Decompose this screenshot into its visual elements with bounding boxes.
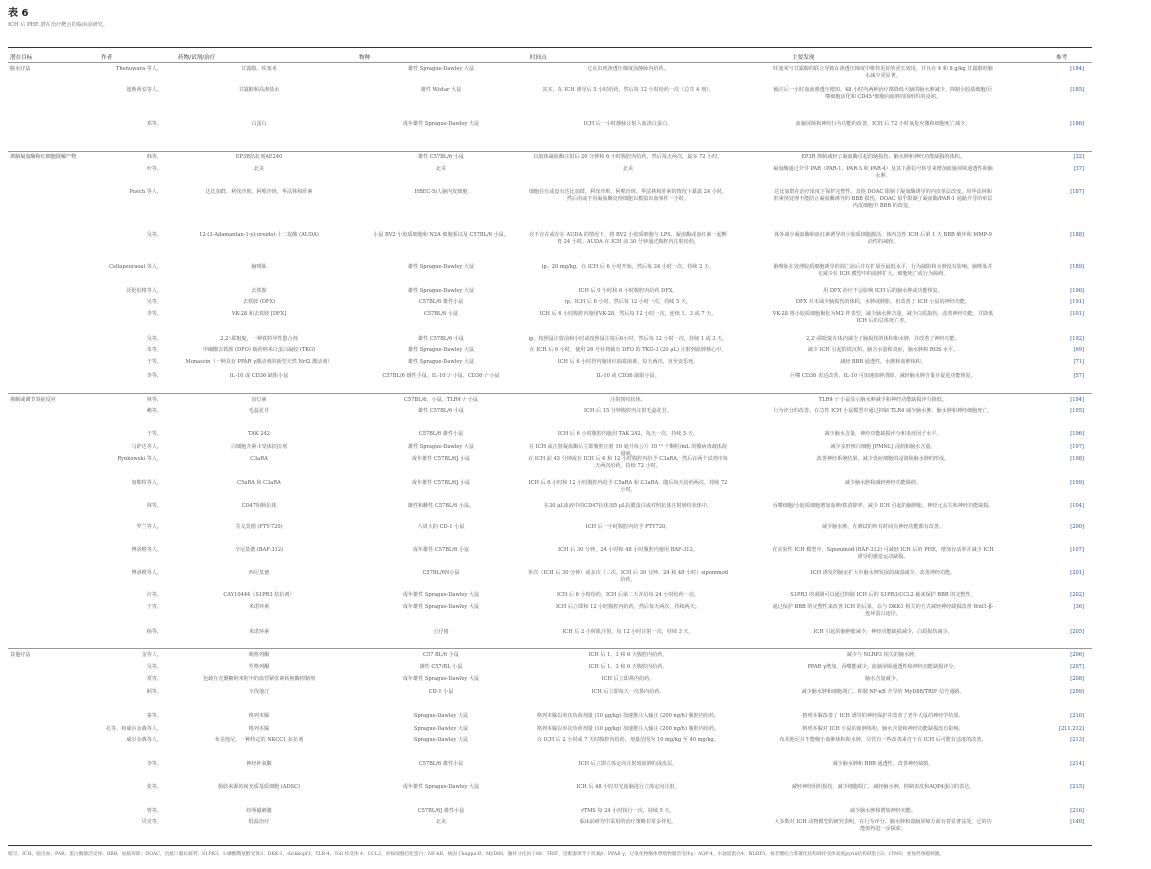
species-cell: CD-1 小鼠 bbox=[428, 689, 454, 695]
drug-cell: 低温治疗 bbox=[248, 819, 270, 825]
reference-link[interactable]: [192] bbox=[1070, 336, 1084, 342]
timepoint-cell: ip。20 mg/kg，在 ICH 后 6 小时开始，然后每 24 小时一次，持续 2 天。 bbox=[541, 264, 715, 270]
timepoint-cell: ICH 后 6 小时和 12 小时腹腔内给予 C5aRA 和 C3aRA，随后每天给药两次，持续 72 小时。 bbox=[528, 480, 728, 493]
drug-cell: TAK 242 bbox=[248, 431, 270, 437]
top-rule bbox=[8, 47, 1092, 48]
timepoint-cell: ICH 后 30 分钟、24 小时和 48 小时腹腔内施用 BAF-312。 bbox=[558, 547, 698, 553]
findings-cell: 凝血酶通过介导 PAR（PAR-1、PAR-3 和 PAR-4）及其下游信号转导来增加血脑屏障通透性和脑水肿。 bbox=[773, 166, 993, 179]
timepoint-cell: 在 ICH 前 45 分钟或在 ICH 后 6 和 12 小时腹腔内给予 C3aRA，然后在两个试剂中每天两次给药，持续 72 小时。 bbox=[528, 456, 728, 469]
species-cell: 成年雄性 Sprague-Dawley 大鼠 bbox=[402, 676, 480, 682]
species-cell: 雄性 Wistar 大鼠 bbox=[420, 87, 462, 93]
drug-cell: CAY10444（S1PR3 拮抗剂） bbox=[223, 592, 295, 598]
timepoint-cell: ICH 后 6 小时腹腔内施用 TAK 242，每天一次，持续 5 天。 bbox=[557, 431, 699, 437]
timepoint-cell: 在不存在或存在 AUDA 的情况下，将 BV2 小胶质细胞与 LPS、凝血酶或血红素一起孵育 24 小时。AUDA 在 ICH 前 30 分钟通过腹腔内注射给药。 bbox=[529, 232, 727, 245]
findings-cell: 改善神经系统结果。减少炎症细胞的浸润和脑水肿的形成。 bbox=[816, 456, 950, 462]
species-cell: Sprague-Dawley 大鼠 bbox=[413, 713, 469, 719]
target-cell: 抑制或调节炎症反应 bbox=[10, 397, 56, 403]
timepoint-cell: 在30 μL血液中的CD47抗体加5 μL抗膜蛋白或对照抗体注射到纹状体中。 bbox=[543, 503, 713, 509]
findings-cell: 减少脑水含量，神经功能缺损评分和炎症因子水平。 bbox=[824, 431, 942, 437]
species-cell: 成年雄性 Sprague-Dawley 大鼠 bbox=[402, 604, 480, 610]
reference-link[interactable]: [214] bbox=[1070, 761, 1084, 767]
drug-cell: 经颅磁刺激 bbox=[246, 808, 272, 814]
section-divider bbox=[8, 648, 1092, 649]
timepoint-cell: ICH 后立即和 12 小时腹腔内给药，然后每天两次，持续两天。 bbox=[556, 604, 700, 610]
findings-cell: 输注后一小时血液渗透压增加。48 小时内两种治疗都降低大脑的脑水肿减少。抑制小胶质细胞/巨噬细胞活化和 CD45⁺细胞向血肿周围组织的浸润。 bbox=[773, 87, 993, 100]
author-cell: 迪斯蒂安等人。 bbox=[126, 87, 162, 93]
findings-cell: 在实验性 ICH 模型中，Siponimod (BAF-312) 可减轻 ICH 后的 PHE，增加存活率并减少 ICH 诱导的感觉运动缺损。 bbox=[772, 547, 994, 560]
drug-cell: 2,2'-联吡啶，一种铁特异性螯合剂 bbox=[220, 336, 298, 342]
header-author: 作者 bbox=[101, 55, 113, 61]
author-cell: 吴等。 bbox=[146, 299, 162, 305]
findings-cell: 大多数对 ICH 动物模型的研究表明，在行为评分、脑水肿和血脑屏障方面有着显著益处，它的功能值得进一步探索。 bbox=[774, 819, 992, 832]
species-cell: 雄性 Sprague-Dawley 大鼠 bbox=[407, 444, 475, 450]
header-target: 潜在目标 bbox=[10, 55, 33, 61]
timepoint-cell: 在 ICH 后 6 小时，使用 26 号针将载有 DFO 的 TKG-3 (20 μL) 注射到血肿核心中。 bbox=[529, 347, 727, 353]
timepoint-cell: 它在出现渗透压梯度前静脉内给药。 bbox=[587, 66, 669, 72]
species-cell: Sprague-Dawley 大鼠 bbox=[413, 737, 469, 743]
findings-cell: TLR4⁻/⁻小鼠显示脑水肿减少和神经功能缺损评分降低。 bbox=[819, 397, 947, 403]
reference-link[interactable]: [140] bbox=[1070, 819, 1084, 825]
timepoint-cell: ICH 后 6 小时腹腔内施用VK-28，然后每 12 小时一次，连续 1、3 或 7 天。 bbox=[539, 311, 717, 317]
findings-cell: DFX 并未减少脑损伤的体积，水肿或肿胀，但改善了 ICH 小鼠的神经功能。 bbox=[795, 299, 971, 305]
reference-link[interactable]: [213] bbox=[1070, 737, 1084, 743]
species-cell: 成年雄性 C57BL/6 小鼠 bbox=[412, 547, 470, 553]
timepoint-cell: ICH 后立即每天一次鼻内给药。 bbox=[591, 689, 665, 695]
header-ref: 参考 bbox=[1056, 55, 1068, 61]
timepoint-cell: 其实，在 ICH 诱导后 5 小时给药，然后每 12 小时给药一次（总共 4 剂）。 bbox=[542, 87, 714, 93]
findings-cell: PPAR γ增加，吞噬能减少，血脑屏障通透性和神经功能缺损评分。 bbox=[807, 664, 959, 670]
timepoint-cell: 以胶体凝血酶注射后 20 分钟和 6 小时腹腔内给药，然后每天两次，最多 72 小时。 bbox=[533, 154, 723, 160]
species-cell: C57 BL/6 小鼠 bbox=[423, 652, 459, 658]
species-cell: 成年雄性 Sprague-Dawley 大鼠 bbox=[402, 784, 480, 790]
reference-link[interactable]: [211,212] bbox=[1058, 726, 1084, 732]
species-cell: 雄性 Sprague-Dawley 大鼠 bbox=[407, 264, 475, 270]
species-cell: 成年雄性 C57BL/6J 小鼠 bbox=[411, 480, 471, 486]
timepoint-cell: ip，按照鼠注射前和小时或按照鼠注射后6小时，然后每 12 小时一次，持续 1 或 3 天。 bbox=[528, 336, 728, 342]
author-cell: 许等。 bbox=[146, 592, 162, 598]
target-cell: 抑制凝血酶和红细胞降解产物 bbox=[10, 154, 77, 160]
author-cell: 杨等。 bbox=[146, 629, 162, 635]
reference-link[interactable]: [57] bbox=[1073, 373, 1084, 379]
reference-link[interactable]: [184] bbox=[1070, 66, 1084, 72]
author-cell: 曾等。 bbox=[146, 808, 162, 814]
drug-cell: 去铁胺 (DFX) bbox=[242, 299, 276, 305]
drug-cell: 罗格列酮 bbox=[248, 664, 270, 670]
author-cell: 吴等。 bbox=[146, 336, 162, 342]
timepoint-cell: ICH 后立即鼻内给药。 bbox=[601, 676, 655, 682]
timepoint-cell: 北美 bbox=[622, 166, 634, 172]
findings-cell: 2,2'-联吡啶在体内减少了脑损伤的体积和水肿，并改善了神经功能。 bbox=[806, 336, 960, 342]
findings-cell: 呋塞米与甘露醇的联合导致在渗透压梯度中维持更好的更长效用，并且在 4 和 8 g/kg 甘露醇时脑水减少更显著。 bbox=[773, 66, 993, 79]
drug-cell: 布美他尼，一种特定的 NKCC1 抗抗剂 bbox=[214, 737, 304, 743]
species-cell: 雄性 Sprague-Dawley 大鼠 bbox=[407, 66, 475, 72]
drug-cell: 北美 bbox=[253, 166, 265, 172]
drug-cell: 甲磺酸去铁胺 (DFO) 载药纳米白蛋白凝胶 (TKG) bbox=[202, 347, 316, 353]
author-cell: Rynkowski 等人。 bbox=[117, 456, 162, 462]
reference-link[interactable]: [208] bbox=[1070, 676, 1084, 682]
species-cell: C57BL/6、小鼠、TLR4⁻/⁻小鼠 bbox=[404, 397, 478, 403]
species-cell: 八周大的 CD-1 小鼠 bbox=[417, 524, 465, 530]
findings-cell: 减少脑水肿和细胞凋亡。抑制 NF-κB 介导的 MyD88/TRIF 信号通路。 bbox=[801, 689, 965, 695]
reference-link[interactable]: [189] bbox=[1070, 264, 1084, 270]
author-cell: 林等。 bbox=[146, 503, 162, 509]
reference-link[interactable]: [210] bbox=[1070, 713, 1084, 719]
species-cell: 雄性 Sprague-Dawley 大鼠 bbox=[407, 288, 475, 294]
drug-cell: VK-28 和去铁胺 [DFX] bbox=[231, 311, 287, 317]
drug-cell: 芬戈莫德 (FTY-720) bbox=[235, 524, 283, 530]
reference-link[interactable]: [107] bbox=[1070, 547, 1084, 553]
author-cell: 博洛维等人。 bbox=[131, 570, 162, 576]
findings-cell: 格列本脲改善了 ICH 诱导的神经保护并改善了老年大鼠的神经学结果。 bbox=[802, 713, 964, 719]
reference-link[interactable]: [185] bbox=[1070, 87, 1084, 93]
author-cell: Thenuwara 等人。 bbox=[115, 66, 162, 72]
timepoint-cell: ICH 后 6 小时胃内施用红曲霉菌素，每天两次，直至安乐死。 bbox=[557, 359, 699, 365]
author-cell: 于等。 bbox=[146, 604, 162, 610]
timepoint-cell: ICH 后 2 小时肌注射，每 12 小时注射一次，持续 3 天。 bbox=[562, 629, 694, 635]
findings-cell: 减少脑水肿。在测试的所有时间点神经功能都有改善。 bbox=[821, 524, 945, 530]
timepoint-cell: 在 ICH 或注射凝血酶后立即腹腔注射 10 毫升每公斤 10 ¹² 个颗粒/mL 的腺病毒载体混悬液。 bbox=[528, 444, 727, 457]
findings-cell: 吞噬细胞/小胶质细胞增加血肿/铁清除率。减少 ICH 引起的脑肿胀，神经元丢失和神经功能缺损。 bbox=[772, 503, 994, 509]
reference-link[interactable]: [195] bbox=[1070, 408, 1084, 414]
drug-cell: 甘露醇、呋塞米 bbox=[241, 66, 277, 72]
reference-link[interactable]: [186] bbox=[1070, 121, 1084, 127]
reference-link[interactable]: [36] bbox=[1073, 604, 1084, 610]
author-cell: 李等。 bbox=[146, 373, 162, 379]
header-findings: 主要发现 bbox=[792, 55, 815, 61]
drug-cell: 白蛋白 bbox=[251, 121, 267, 127]
species-cell: 雄性 C57BL/6 小鼠 bbox=[417, 154, 465, 160]
drug-cell: 毛蕊花苷 bbox=[248, 408, 270, 414]
author-cell: 金等人。 bbox=[141, 652, 162, 658]
author-cell: 朱等。 bbox=[146, 347, 162, 353]
drug-cell: 米诺环素 bbox=[248, 629, 270, 635]
reference-link[interactable]: [202] bbox=[1070, 592, 1084, 598]
author-cell: 秦等。 bbox=[146, 713, 162, 719]
author-cell: 孔等。和威尔金森等人。 bbox=[105, 726, 162, 732]
reference-link[interactable]: [191] bbox=[1070, 299, 1084, 305]
drug-cell: 去铁胺 bbox=[251, 288, 267, 294]
author-cell: 顾等。 bbox=[146, 689, 162, 695]
author-cell: 于等。 bbox=[146, 431, 162, 437]
target-cell: 脱水疗法 bbox=[10, 66, 31, 72]
findings-cell: 减少多形核白细胞 [PMNL] 浸润和脑水含量。 bbox=[830, 444, 936, 450]
author-cell: 加勒特等人。 bbox=[131, 480, 162, 486]
reference-link[interactable]: [187] bbox=[1070, 189, 1084, 195]
header-rule bbox=[8, 62, 1092, 63]
reference-link[interactable]: [197] bbox=[1070, 444, 1084, 450]
timepoint-cell: 临床前研究中采用的治疗策略非常多样化。 bbox=[579, 819, 677, 825]
drug-cell: 辛尼莫德 (BAF-312) bbox=[234, 547, 284, 553]
author-cell: 威尔金森等人。 bbox=[126, 737, 162, 743]
author-cell: 李等。 bbox=[146, 311, 162, 317]
findings-cell: S1PR3 的调制可以通过抑制 ICH 后的 S1PR3/CCL2 轴来保护 BBB 的完整性。 bbox=[790, 592, 976, 598]
timepoint-cell: 单次（ICH 后 30 分钟）或多次（三次，ICH 后 30 分钟、24 和 48 小时）siponimod 给药。 bbox=[528, 570, 728, 583]
reference-link[interactable]: [209] bbox=[1070, 689, 1084, 695]
header-drug: 药物/试剂/治疗 bbox=[178, 55, 216, 61]
species-cell: 雄性 C57BL/6 小鼠 bbox=[417, 336, 465, 342]
author-cell: 吴等。 bbox=[146, 664, 162, 670]
timepoint-cell: 格列本脲以单次负荷剂量 (10 μg/kg) 加速推注入输注 (200 ng/h) 腹腔内给药。 bbox=[536, 726, 720, 732]
author-cell: 吴等。 bbox=[146, 232, 162, 238]
timepoint-cell: 注射到纹状体。 bbox=[610, 397, 646, 403]
author-cell: 韩等。 bbox=[146, 154, 162, 160]
species-cell: 北美 bbox=[435, 819, 447, 825]
reference-link[interactable]: [101] bbox=[1070, 311, 1084, 317]
author-cell: 李等。 bbox=[146, 761, 162, 767]
findings-cell: 减轻神经组织损伤，减少细胞凋亡。减轻脑水肿，抑制表皮和AQP4蛋白的表达。 bbox=[791, 784, 975, 790]
species-cell: C57BL/6 雄性小鼠 bbox=[418, 761, 464, 767]
findings-cell: 减少与 NLRP3 相关的脑水肿。 bbox=[846, 652, 920, 658]
findings-cell: ICH 引起的脑肿胀减少，神经功能缺损减少，白质损伤减少。 bbox=[813, 629, 953, 635]
author-cell: 博洛维等人。 bbox=[131, 547, 162, 553]
reference-link[interactable]: [200] bbox=[1070, 524, 1084, 530]
timepoint-cell: 格列本脲以单次负荷剂量 (10 μg/kg) 加速推注入输注 (200 ng/h) 腹腔内给药。 bbox=[536, 713, 720, 719]
drug-cell: C3aRA bbox=[250, 456, 268, 462]
timepoint-cell: ICH 后 6 小时给药，ICH 后第二天并给每 24 小时给药一次。 bbox=[556, 592, 700, 598]
timepoint-cell: ICH 后 1、3 和 6 天腹腔内给药。 bbox=[588, 652, 668, 658]
drug-cell: 米诺环素 bbox=[248, 604, 270, 610]
footnote: 缩写：ICH，脑出血；PAR，蛋白酶激活受体；BBB，血脑屏障；DOAC，直接口服抗凝剂；S1PR3，1-磷酸鞘氨醇受体3；DKK-1，dickkopf1；TLR-4，Toll 样受体 4；CCL2，单核细胞趋化蛋白；NF-κB，核因子kappa-B；MyD88，髓样分化因子88；TRIF，适配器诱导干扰素β；PPAR γ，过氧化物酶体增殖物激活受体γ；AQP-4，水通道蛋白4；NLRP3，核苷酸结合寡聚化结构域样受体家族pyrin结构域蛋白3；rTMS，重复经颅磁刺激。 bbox=[8, 852, 945, 857]
drug-cell: 甘露醇和高渗盐水 bbox=[238, 87, 280, 93]
author-cell: 马萨达等人。 bbox=[131, 444, 162, 450]
findings-cell: 减少脑水肿和增加神经功能。 bbox=[849, 808, 917, 814]
table-title: 表 6 bbox=[8, 8, 29, 19]
reference-link[interactable]: [188] bbox=[1070, 232, 1084, 238]
species-cell: C57BL/6 雄性小鼠 bbox=[418, 299, 464, 305]
findings-cell: 体外减少凝血酶和血红素诱导的小胶质细胞激活。体内急性 ICH 后第 1 天 BBB 破坏和 MMP-9 活性的减轻。 bbox=[774, 232, 992, 245]
timepoint-cell: ICH 后一小时静脉注射人血清白蛋白。 bbox=[583, 121, 673, 127]
drug-cell: 12-(3-Adamantan-1-yl-ureido)-十二烷酸 (AUDA) bbox=[199, 232, 319, 238]
species-cell: HBEC-5i人脑内皮细胞 bbox=[414, 189, 468, 195]
reference-link[interactable]: [69] bbox=[1073, 347, 1084, 353]
reference-link[interactable]: [190] bbox=[1070, 288, 1084, 294]
drug-cell: 辛伐他汀 bbox=[248, 689, 270, 695]
timepoint-cell: ICH 后立即立体定向注射到血肿的浅皮层。 bbox=[578, 761, 678, 767]
drug-cell: 包载在壳聚糖纳米粒中的血管紧张素转换酶抑制剂 bbox=[202, 676, 316, 682]
drug-cell: 齿灯素 bbox=[251, 397, 267, 403]
drug-cell: 白细胞介素-1受体拮抗剂 bbox=[231, 444, 287, 450]
drug-cell: CD47阻断抗体 bbox=[241, 503, 277, 509]
reference-link[interactable]: [194] bbox=[1070, 397, 1084, 403]
timepoint-cell: 细胞在有或没有达比加群、利伐沙班、阿哌沙班、华法林和肝素的情况下暴露 24 小时，然后用或不用凝血酶处理细胞以模拟出血事件一小时。 bbox=[528, 189, 728, 202]
reference-link[interactable]: [198] bbox=[1070, 456, 1084, 462]
drug-cell: C5aRA 和 C3aRA bbox=[237, 480, 281, 486]
species-cell: 雄性 C57/BL 小鼠 bbox=[419, 664, 463, 670]
findings-cell: 行为评分的改善。在急性 ICH 小鼠模型中通过抑制 TLR4 减少脑水肿、脑水肿和神经细胞死亡。 bbox=[773, 408, 993, 414]
drug-cell: 脂肪来源的间充质基质细胞 (ADSC) bbox=[218, 784, 300, 790]
header-species: 物种 bbox=[359, 55, 371, 61]
timepoint-cell: ICH 后 48 小时对光血脑进行立体定向注射。 bbox=[576, 784, 680, 790]
findings-cell: 减轻 BBB 通透性，水肿和血肿体积。 bbox=[840, 359, 926, 365]
section-divider bbox=[8, 151, 1092, 152]
reference-link[interactable]: [207] bbox=[1070, 664, 1084, 670]
author-cell: Puech 等人。 bbox=[129, 189, 162, 195]
author-cell: 常等。 bbox=[146, 676, 162, 682]
reference-link[interactable]: [205] bbox=[1070, 629, 1084, 635]
species-cell: 雄性 Sprague-Dawley 大鼠 bbox=[407, 347, 475, 353]
drug-cell: 神经补氧酸 bbox=[246, 761, 272, 767]
reference-link[interactable]: [206] bbox=[1070, 652, 1084, 658]
header-time: 时间点 bbox=[530, 55, 547, 61]
drug-cell: 格列本脲 bbox=[248, 713, 270, 719]
author-cell: 叶等。 bbox=[146, 166, 162, 172]
drug-cell: EP3R拮抗剂AE240 bbox=[235, 154, 283, 160]
findings-cell: 通过保护 BBB 的完整性来改善 ICH 的后果。以与 DKK1 相关的方式减轻神经缺损改善 Wnt1-β-连环蛋白途径。 bbox=[772, 604, 994, 617]
species-cell: 北美 bbox=[435, 166, 447, 172]
reference-link[interactable]: [215] bbox=[1070, 784, 1084, 790]
findings-cell: 脑啡肽在处理胶质细胞诱导的凋亡前后并在扩展至最低水平，行为缺陷和水肿没有影响。脑啡肽并无减少在 ICH 模型中的血肿扩大、细胞死亡或行为障碍。 bbox=[773, 264, 993, 277]
author-cell: 贝克等。 bbox=[141, 819, 162, 825]
timepoint-cell: 在 ICH 后 2 小时或 7 天时腹腔内给药，剂量范围为 10 mg/kg 至 40 mg/kg。 bbox=[537, 737, 719, 743]
findings-cell: 达比加群在治疗浓度下保护完整性。其他 DOAC 限制了凝血酶诱导的内皮单层改变。用华法林和肝素预处理不能防止凝血酶诱导的 BBB 损伤。DOAC 似乎限制了凝血酶/PAR-1 通路介导的单层内皮细胞中 BBB 的改变。 bbox=[773, 189, 993, 209]
author-cell: 张等。 bbox=[146, 784, 162, 790]
species-cell: C57BL/6 雄性小鼠 bbox=[418, 431, 464, 437]
drug-cell: 脑啡肽 bbox=[251, 264, 267, 270]
author-cell: 赖等。 bbox=[146, 408, 162, 414]
species-cell: 雄性和雌性 C57BL/6 小鼠。 bbox=[407, 503, 475, 509]
drug-cell: 吡格列酮 bbox=[248, 652, 270, 658]
findings-cell: 脑水含量减少。 bbox=[865, 676, 901, 682]
author-cell: 沃伦伯格等人。 bbox=[126, 288, 162, 294]
reference-link[interactable]: [196] bbox=[1070, 431, 1084, 437]
reference-link[interactable]: [201] bbox=[1070, 570, 1084, 576]
species-cell: 成年雄性 C57BL/6J 小鼠 bbox=[411, 456, 471, 462]
species-cell: 雄性 Sprague-Dawley 大鼠 bbox=[407, 359, 475, 365]
species-cell: C57BL/6J 雄性小鼠 bbox=[417, 808, 465, 814]
author-cell: Cellapeuraoal 等人。 bbox=[109, 264, 162, 270]
findings-cell: EP3R 抑制减轻了凝血酶引起的脑损伤、脑水肿和神经功能缺损的体积。 bbox=[801, 154, 965, 160]
timepoint-cell: ICH 后 1、3 和 6 天腹腔内给药。 bbox=[588, 664, 668, 670]
findings-cell: 减少脑水肿和减轻神经功能障碍。 bbox=[844, 480, 922, 486]
drug-cell: 西尼莫德 bbox=[248, 570, 270, 576]
species-cell: Sprague-Dawley 大鼠 bbox=[413, 726, 469, 732]
timepoint-cell: ICH 后 15 分钟腹腔内注射毛蕊花苷。 bbox=[584, 408, 672, 414]
findings-cell: 格列本脲对 ICH 小鼠的血肿体积、脑水含量和神经功能缺损没有影响。 bbox=[802, 726, 964, 732]
reference-link[interactable]: [37] bbox=[1073, 166, 1084, 172]
author-cell: 林等。 bbox=[146, 397, 162, 403]
timepoint-cell: ICH 后 0 小时和 6 小时腹腔内给药 DFX。 bbox=[578, 288, 678, 294]
species-cell: 成年雄性 Sprague-Dawley 大鼠 bbox=[402, 121, 480, 127]
reference-link[interactable]: [199] bbox=[1070, 480, 1084, 486]
bottom-rule bbox=[8, 845, 1092, 846]
reference-link[interactable]: [104] bbox=[1070, 503, 1084, 509]
species-cell: C57BL/6N小鼠 bbox=[422, 570, 460, 576]
drug-cell: Monascin（一种具有 PPAR γ激动剂的新型天然 Nrf2 激活剂） bbox=[185, 359, 333, 365]
reference-link[interactable]: [32] bbox=[1073, 154, 1084, 160]
findings-cell: 减少 ICH 引起的铁沉积、脑含水量和炎症，脑水肿和 ROS 水平。 bbox=[807, 347, 959, 353]
findings-cell: 用 DFX 治疗不会影响 ICH 后的脑水肿或功能恢复。 bbox=[823, 288, 943, 294]
reference-link[interactable]: [71] bbox=[1073, 359, 1084, 365]
findings-cell: 巨噬 CD36 表达改善，IL-10 可加速血肿清除，减轻脑水肿含量并促进功能恢复。 bbox=[790, 373, 976, 379]
species-cell: 小鼠 BV2 小胶质细胞和 N2A 细胞系以及 C57BL/6 小鼠。 bbox=[373, 232, 509, 238]
species-cell: 雄性 C57BL/6 小鼠 bbox=[417, 408, 465, 414]
table-subtitle: ICH 后 PHE 潜在治疗靶点的临床前研究。 bbox=[8, 22, 108, 28]
drug-cell: 达比加群、利伐沙班、阿哌沙班、华法林和肝素 bbox=[205, 189, 313, 195]
findings-cell: 减少脑水肿和 BBB 通透性。改善神经缺陷。 bbox=[832, 761, 934, 767]
species-cell: C57BL/6 雄性小鼠、IL-10⁻/⁻小鼠、CD36⁻/⁻小鼠 bbox=[382, 373, 500, 379]
reference-link[interactable]: [216] bbox=[1070, 808, 1084, 814]
species-cell: C57BL/6 小鼠 bbox=[423, 311, 459, 317]
findings-cell: ICH 诱发的脑室扩大中脑水肿发展的减弱减少。改善神经功能。 bbox=[810, 570, 956, 576]
findings-cell: VK-28 将小胶质细胞极化为M2 样表型，减少脑水肿含量，减少白质损伤，改善神经功能，并降低 ICH 后的总体死亡率。 bbox=[772, 311, 994, 324]
author-cell: 于等。 bbox=[146, 359, 162, 365]
target-cell: 其他疗法 bbox=[10, 652, 31, 658]
species-cell: 公仔猪 bbox=[433, 629, 449, 635]
timepoint-cell: IL-10 或 CD36 缺陷小鼠。 bbox=[596, 373, 660, 379]
drug-cell: 格列本脲 bbox=[248, 726, 270, 732]
timepoint-cell: ICH 后一小时腹腔内给予 FTY720。 bbox=[585, 524, 671, 530]
timepoint-cell: ip。ICH 后 6 小时，然后每 12 小时一次，持续 5 天。 bbox=[564, 299, 692, 305]
timepoint-cell: rTMS 每 24 小时执行一次，持续 5 天。 bbox=[581, 808, 675, 814]
findings-cell: 布美他尼并不能缩小血肿体积和水肿，尽管有一些改善来自于在 ICH 后可能有适度的改善。 bbox=[779, 737, 987, 743]
findings-cell: 血脑屏障和神经行为功能的改善。ICH 后 72 小时氧化应激和细胞死亡减少。 bbox=[795, 121, 971, 127]
author-cell: 邓等。 bbox=[146, 121, 162, 127]
section-divider bbox=[8, 393, 1092, 394]
drug-cell: IL-10 或 CD36 缺陷小鼠 bbox=[229, 373, 289, 379]
author-cell: 罗兰等人。 bbox=[136, 524, 162, 530]
species-cell: 成年雄性 Sprague-Dawley 大鼠 bbox=[402, 592, 480, 598]
